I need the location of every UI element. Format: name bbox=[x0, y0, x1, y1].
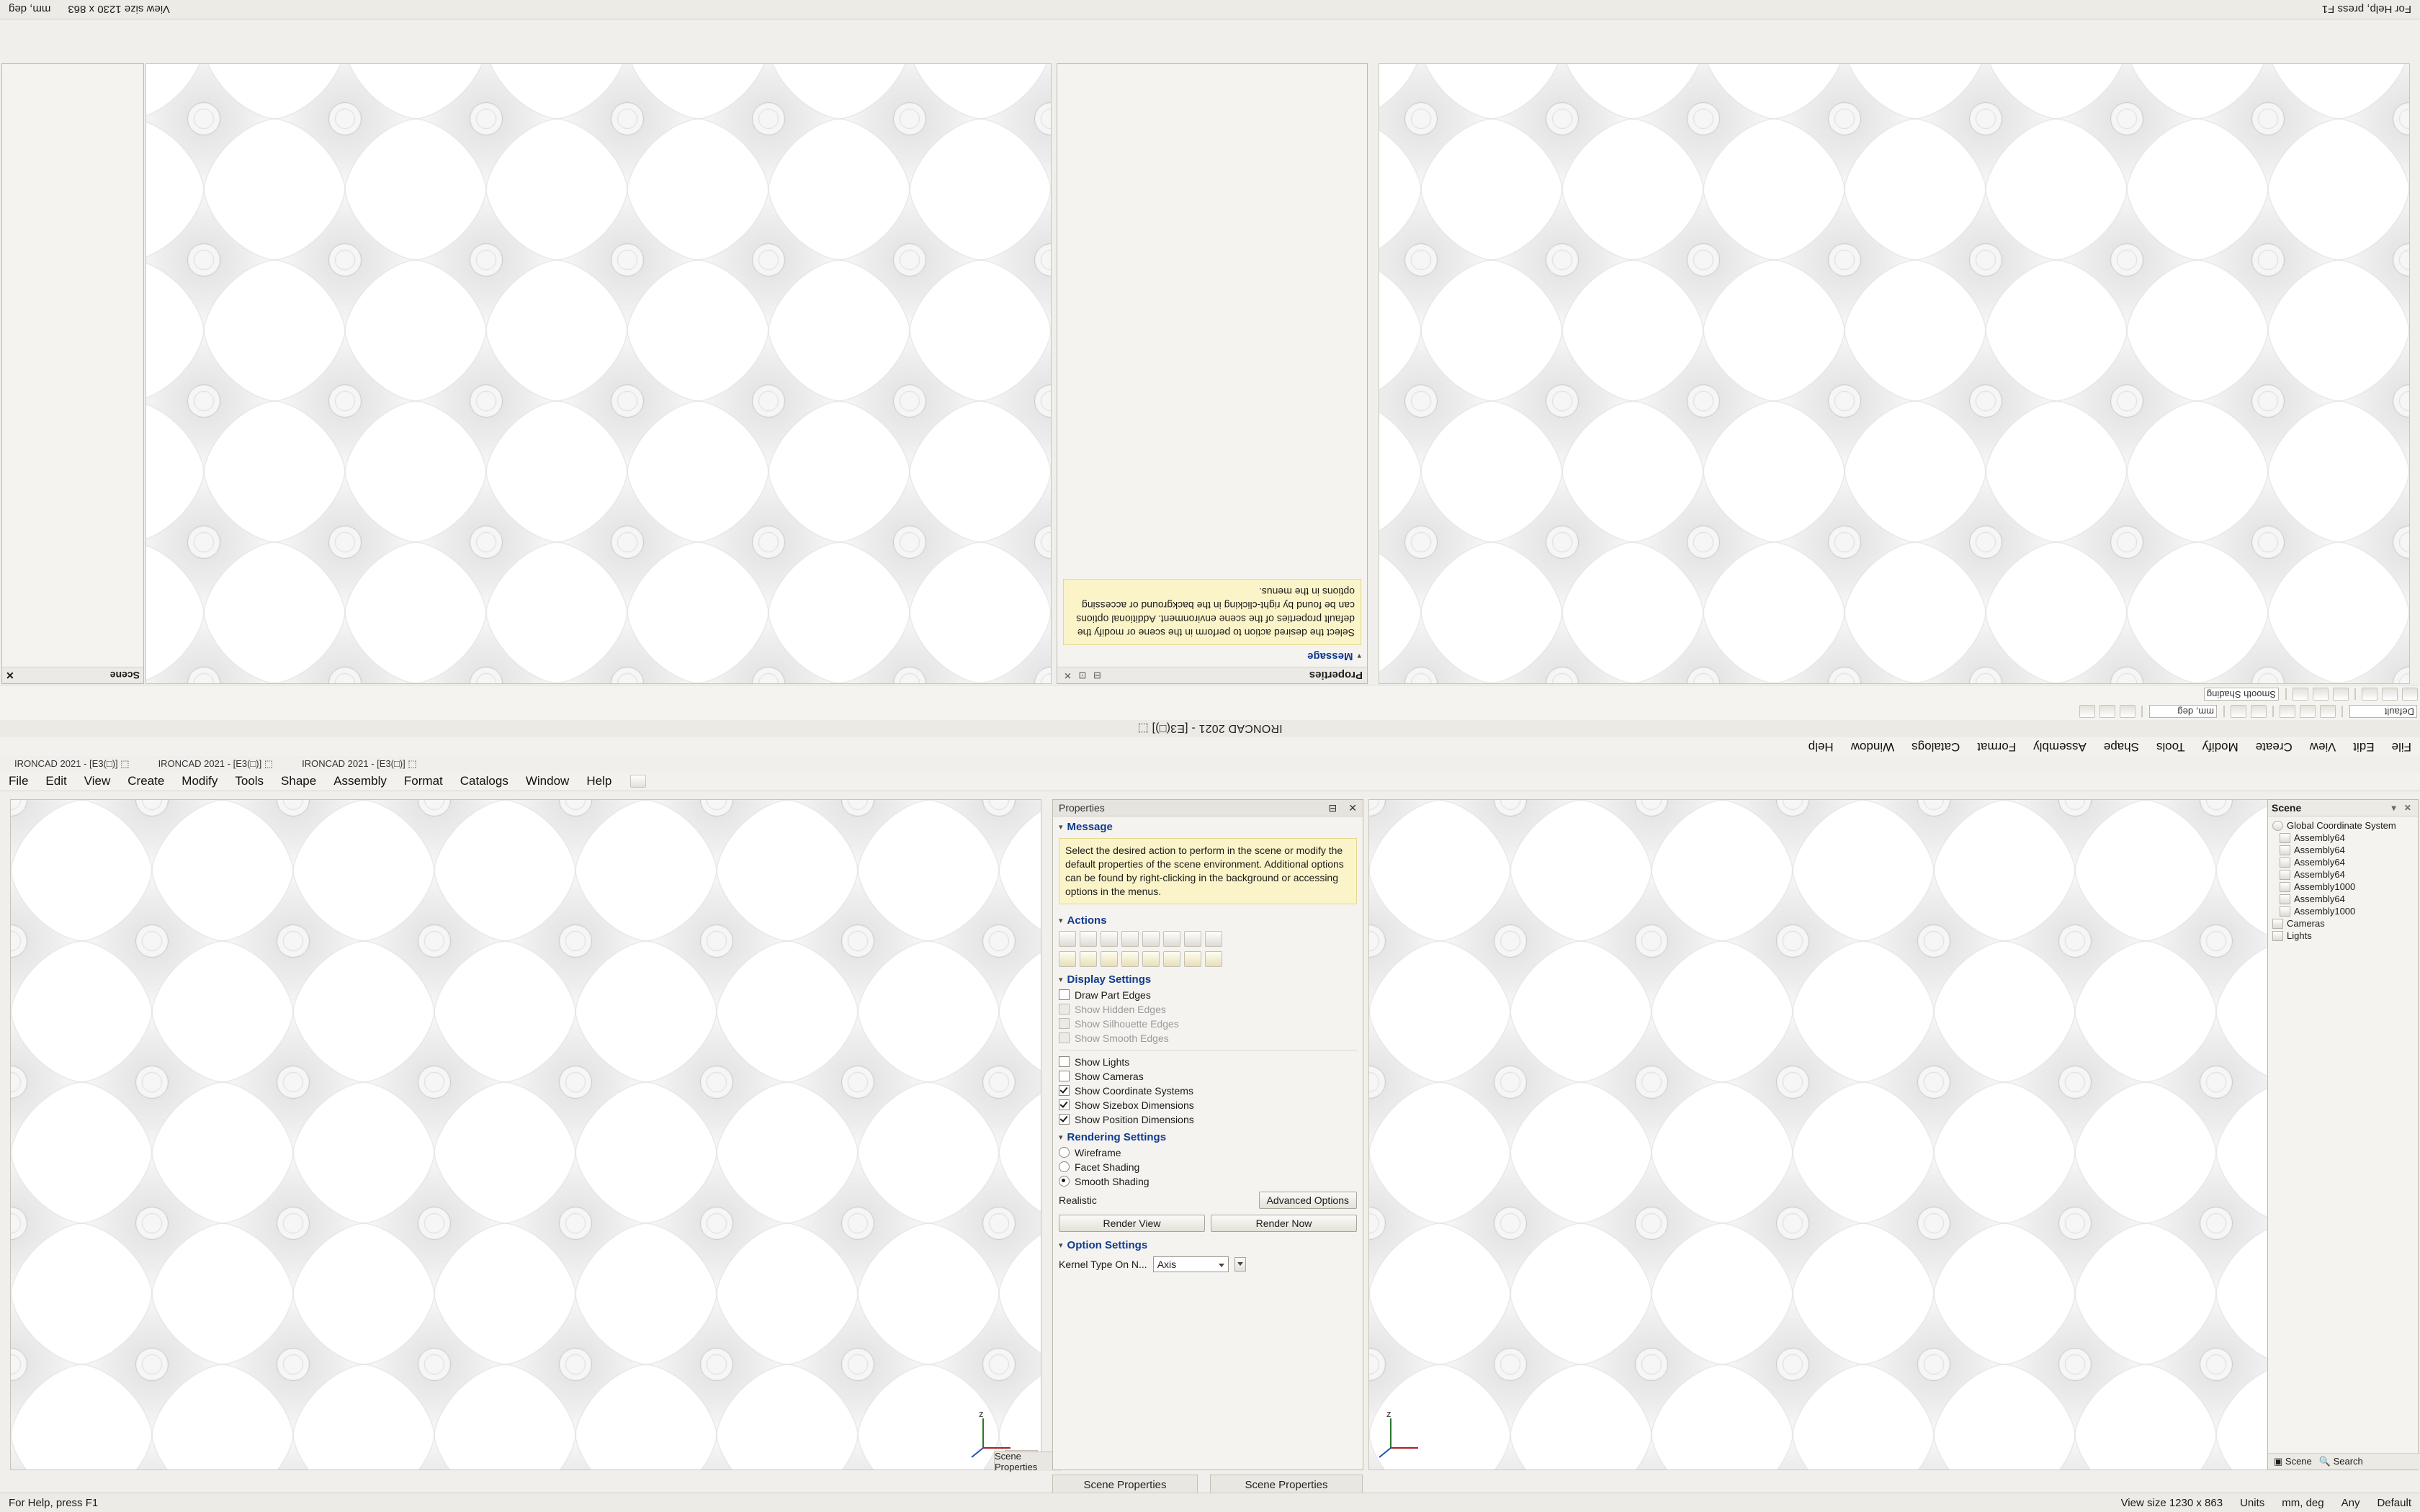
menu-item-edit[interactable]: Edit bbox=[2353, 740, 2375, 754]
axis-label-z: z bbox=[979, 1408, 984, 1419]
main-window bbox=[0, 756, 2420, 1512]
menu-item-window[interactable]: Window bbox=[525, 774, 570, 788]
toolbar-separator bbox=[2341, 706, 2343, 717]
cylinder-shape-icon[interactable] bbox=[2382, 688, 2398, 701]
chevron-down-icon[interactable]: ▾ bbox=[1059, 916, 1063, 925]
window-title: IRONCAD 2021 - [E3(□)] ⬚ bbox=[1137, 722, 1283, 734]
checkbox-show-sizebox-dimensions[interactable] bbox=[1059, 1099, 1070, 1110]
menu-item-view[interactable]: View bbox=[2309, 740, 2336, 754]
action-print-icon[interactable] bbox=[1184, 951, 1201, 967]
model-render-left bbox=[11, 800, 1041, 1470]
toolbar-separator bbox=[2141, 706, 2143, 717]
viewport-right[interactable] bbox=[1368, 799, 2275, 1470]
menu-item-shape[interactable]: Shape bbox=[281, 774, 317, 788]
menu-item-create[interactable]: Create bbox=[127, 774, 165, 788]
render-mode-combo[interactable]: Smooth Shading bbox=[2204, 688, 2279, 701]
menu-item-create[interactable]: Create bbox=[2255, 740, 2293, 754]
menu-item-file[interactable]: File bbox=[2391, 740, 2411, 754]
box-shape-icon[interactable] bbox=[2402, 688, 2418, 701]
menu-item-modify[interactable]: Modify bbox=[182, 774, 218, 788]
scene-tree-header bbox=[2268, 800, 2418, 816]
tab-properties[interactable]: Properties bbox=[1059, 802, 1105, 814]
tree-item-lights[interactable] bbox=[2269, 930, 2416, 942]
menu-item-catalogs[interactable]: Catalogs bbox=[460, 774, 508, 788]
scene-tree-tab-row[interactable] bbox=[2268, 1453, 2420, 1470]
tree-label-0: Global Coordinate System bbox=[2287, 820, 2396, 831]
message-text-copy: Select the desired action to perform in the scene or modify the default properties of the scene environment. Additional options can be found by right-clicking in the background or accessing options in the menus. bbox=[1063, 579, 1361, 645]
kernel-type-select[interactable]: Axis bbox=[1153, 1256, 1229, 1272]
model-render-right bbox=[1369, 800, 2274, 1470]
kernel-type-row[interactable] bbox=[1053, 1254, 1363, 1275]
menu-item-tools[interactable]: Tools bbox=[235, 774, 264, 788]
redo-icon[interactable] bbox=[2231, 705, 2246, 718]
actions-section-header[interactable] bbox=[1053, 910, 1363, 929]
rendering-settings-header[interactable] bbox=[1053, 1127, 1363, 1146]
light-icon bbox=[2272, 931, 2283, 941]
toolbar-separator bbox=[2285, 688, 2287, 700]
assembly-icon bbox=[2280, 858, 2290, 868]
status-units-copy: mm, deg bbox=[9, 3, 51, 16]
render-option-wireframe[interactable] bbox=[1053, 1146, 1363, 1160]
save-icon[interactable] bbox=[2280, 705, 2295, 718]
actions-header-label: Actions bbox=[1067, 914, 1107, 927]
tree-label-1: Assembly64 bbox=[2294, 832, 2345, 843]
chevron-down-icon[interactable]: ▾ bbox=[1059, 1133, 1063, 1142]
document-tab-3[interactable]: IRONCAD 2021 - [E3(□)] ⬚ bbox=[302, 758, 417, 769]
label-wireframe: Wireframe bbox=[1075, 1146, 1121, 1158]
zoom-icon[interactable] bbox=[2120, 705, 2136, 718]
radio-wireframe[interactable] bbox=[1059, 1147, 1070, 1158]
actions-icon-row-1[interactable] bbox=[1053, 929, 1363, 949]
kernel-type-spinner[interactable] bbox=[1234, 1257, 1246, 1272]
scene-properties-tab-b-label: Scene Properties bbox=[1245, 1478, 1328, 1491]
action-texture-icon[interactable] bbox=[1080, 951, 1097, 967]
scene-properties-tab-left-label: Scene Properties bbox=[995, 1451, 1038, 1472]
option-settings-label: Option Settings bbox=[1067, 1238, 1148, 1251]
display-option-show-smooth-edges bbox=[1053, 1031, 1363, 1045]
undo-icon[interactable] bbox=[2251, 705, 2267, 718]
message-text: Select the desired action to perform in the scene or modify the default properties of the scene environment. Additional options can be found by right-clicking in the background or accessing options in the menus. bbox=[1059, 838, 1357, 904]
toolbar-separator bbox=[2354, 688, 2356, 700]
tree-label-8: Cameras bbox=[2287, 918, 2325, 929]
menu-item-window[interactable]: Window bbox=[1850, 740, 1895, 754]
tree-item-assembly-4[interactable] bbox=[2269, 868, 2416, 881]
chevron-down-icon[interactable]: ▾ bbox=[1059, 975, 1063, 984]
action-fog-icon[interactable] bbox=[1142, 931, 1160, 947]
status-bar-copy bbox=[0, 0, 2420, 19]
label-smooth-shading: Smooth Shading bbox=[1075, 1175, 1150, 1187]
properties-close-icon[interactable]: ✕ bbox=[1348, 801, 1357, 814]
action-export-icon[interactable] bbox=[1142, 951, 1160, 967]
chevron-down-icon[interactable]: ▾ bbox=[1059, 823, 1063, 832]
status-units-label: Units bbox=[2240, 1496, 2265, 1509]
help-search-icon[interactable] bbox=[630, 775, 646, 788]
toolbar-row-1[interactable] bbox=[0, 702, 2420, 720]
rendering-settings-label: Rendering Settings bbox=[1067, 1130, 1167, 1143]
tree-item-assembly-1[interactable] bbox=[2269, 832, 2416, 844]
menu-item-shape[interactable]: Shape bbox=[2103, 740, 2139, 754]
label-show-coordinate-systems: Show Coordinate Systems bbox=[1075, 1084, 1193, 1097]
status-view-size: View size 1230 x 863 bbox=[2120, 1496, 2223, 1509]
option-settings-header[interactable] bbox=[1053, 1235, 1363, 1254]
camera-icon bbox=[2272, 919, 2283, 929]
chevron-down-icon[interactable]: ▾ bbox=[1059, 1241, 1063, 1250]
properties-minimize-icon[interactable]: ⊟ bbox=[1328, 801, 1337, 814]
menu-item-help[interactable]: Help bbox=[586, 774, 612, 788]
radio-facet-shading[interactable] bbox=[1059, 1161, 1070, 1172]
tree-label-4: Assembly64 bbox=[2294, 869, 2345, 880]
action-import-icon[interactable] bbox=[1163, 951, 1180, 967]
tree-label-5: Assembly1000 bbox=[2294, 881, 2356, 892]
properties-title-row-copy bbox=[1057, 667, 1367, 683]
model-render-left-copy bbox=[1379, 64, 2409, 683]
status-viewsize-copy: View size 1230 x 863 bbox=[68, 3, 170, 16]
advanced-options-button[interactable]: Advanced Options bbox=[1259, 1192, 1357, 1209]
display-option-show-sizebox-dimensions[interactable] bbox=[1053, 1098, 1363, 1112]
tree-label-2: Assembly64 bbox=[2294, 845, 2345, 855]
scene-tree-controls[interactable]: ▾ ✕ bbox=[2391, 803, 2414, 813]
display-option-show-hidden-edges bbox=[1053, 1002, 1363, 1017]
scene-properties-tab-left[interactable] bbox=[994, 1452, 1060, 1471]
scene-tree-title-copy: Scene bbox=[109, 670, 140, 681]
units-combo[interactable]: mm, deg bbox=[2149, 705, 2217, 718]
window-title-bar bbox=[0, 720, 2420, 737]
label-show-smooth-edges: Show Smooth Edges bbox=[1075, 1032, 1169, 1044]
label-facet-shading: Facet Shading bbox=[1075, 1161, 1140, 1173]
menu-item-format[interactable]: Format bbox=[1977, 740, 2017, 754]
scene-tree-panel-copy[interactable] bbox=[1, 63, 144, 684]
document-tab-2[interactable]: IRONCAD 2021 - [E3(□)] ⬚ bbox=[158, 758, 274, 769]
checkbox-show-hidden-edges bbox=[1059, 1004, 1070, 1014]
scene-tree-title: Scene bbox=[2272, 802, 2302, 814]
menu-bar[interactable] bbox=[0, 737, 2420, 756]
message-header-label: Message bbox=[1067, 821, 1113, 833]
chevron-down-icon[interactable]: ▾ bbox=[1357, 652, 1361, 660]
display-option-show-cameras[interactable] bbox=[1053, 1069, 1363, 1084]
assembly-icon bbox=[2280, 845, 2290, 855]
checkbox-show-cameras[interactable] bbox=[1059, 1071, 1070, 1081]
toolbar-row-2[interactable] bbox=[0, 685, 2420, 703]
action-snap-icon[interactable] bbox=[1205, 931, 1222, 947]
menu-item-tools[interactable]: Tools bbox=[2156, 740, 2185, 754]
tree-label-9: Lights bbox=[2287, 930, 2312, 941]
action-camera-icon[interactable] bbox=[1080, 931, 1097, 947]
pan-icon[interactable] bbox=[2099, 705, 2115, 718]
label-draw-part-edges: Draw Part Edges bbox=[1075, 989, 1151, 1001]
message-section-header[interactable] bbox=[1053, 816, 1363, 835]
checkbox-show-coordinate-systems[interactable] bbox=[1059, 1085, 1070, 1096]
tree-item-assembly-7[interactable] bbox=[2269, 905, 2416, 917]
action-units-icon[interactable] bbox=[1184, 931, 1201, 947]
properties-panel[interactable] bbox=[1052, 799, 1363, 1470]
status-help: For Help, press F1 bbox=[9, 1496, 99, 1509]
render-now-row[interactable] bbox=[1053, 1212, 1363, 1235]
action-scene-icon[interactable] bbox=[1059, 931, 1076, 947]
assembly-icon bbox=[2280, 882, 2290, 892]
tree-item-assembly-3[interactable] bbox=[2269, 856, 2416, 868]
tree-item-global-cs[interactable] bbox=[2269, 819, 2416, 832]
label-show-hidden-edges: Show Hidden Edges bbox=[1075, 1003, 1166, 1015]
status-bar bbox=[0, 1493, 2420, 1512]
action-settings-icon[interactable] bbox=[1205, 951, 1222, 967]
menu-item-view[interactable]: View bbox=[84, 774, 111, 788]
display-option-show-silhouette-edges bbox=[1053, 1017, 1363, 1031]
scene-properties-tab-a[interactable] bbox=[1052, 1475, 1198, 1494]
action-material-icon[interactable] bbox=[1059, 951, 1076, 967]
display-option-show-coordinate-systems[interactable] bbox=[1053, 1084, 1363, 1098]
scene-tree-panel[interactable] bbox=[2267, 799, 2419, 1470]
assembly-icon bbox=[2280, 906, 2290, 917]
checkbox-show-silhouette-edges bbox=[1059, 1018, 1070, 1029]
revolve-icon[interactable] bbox=[2313, 688, 2329, 701]
open-icon[interactable] bbox=[2300, 705, 2316, 718]
coordinate-system-icon bbox=[2272, 821, 2283, 831]
kernel-type-label: Kernel Type On N... bbox=[1059, 1258, 1147, 1270]
checkbox-draw-part-edges[interactable] bbox=[1059, 989, 1070, 1000]
axis-triad-right bbox=[1376, 1408, 1427, 1459]
tree-item-assembly-6[interactable] bbox=[2269, 893, 2416, 905]
properties-window-controls-copy[interactable]: ⊟ ⊡ ✕ bbox=[1062, 670, 1101, 681]
tree-label-3: Assembly64 bbox=[2294, 857, 2345, 868]
menu-item-format[interactable]: Format bbox=[403, 774, 443, 788]
menu-item-assembly[interactable]: Assembly bbox=[2033, 740, 2087, 754]
checkbox-show-lights[interactable] bbox=[1059, 1056, 1070, 1067]
axis-triad-left-copy bbox=[1390, 620, 1440, 670]
axis-label-z-right: z bbox=[1386, 1408, 1392, 1419]
menu-item-catalogs[interactable]: Catalogs bbox=[1912, 740, 1960, 754]
label-show-sizebox-dimensions: Show Sizebox Dimensions bbox=[1075, 1099, 1194, 1111]
action-background-icon[interactable] bbox=[1121, 931, 1139, 947]
sweep-icon[interactable] bbox=[2293, 688, 2308, 701]
checkbox-show-position-dimensions[interactable] bbox=[1059, 1114, 1070, 1125]
display-settings-label: Display Settings bbox=[1067, 973, 1152, 986]
extrude-icon[interactable] bbox=[2333, 688, 2349, 701]
app-window bbox=[0, 756, 2420, 1512]
actions-icon-row-2[interactable] bbox=[1053, 949, 1363, 969]
display-option-show-position-dimensions[interactable] bbox=[1053, 1112, 1363, 1127]
orbit-icon[interactable] bbox=[2079, 705, 2095, 718]
menu-item-file[interactable]: File bbox=[9, 774, 29, 788]
scene-tree-header-copy bbox=[2, 667, 143, 683]
properties-panel-copy[interactable] bbox=[1057, 63, 1368, 684]
label-show-position-dimensions: Show Position Dimensions bbox=[1075, 1113, 1194, 1125]
display-option-show-lights[interactable] bbox=[1053, 1055, 1363, 1069]
sphere-shape-icon[interactable] bbox=[2362, 688, 2378, 701]
document-tab-strip[interactable] bbox=[0, 756, 2420, 772]
tree-label-6: Assembly64 bbox=[2294, 894, 2345, 904]
label-show-cameras: Show Cameras bbox=[1075, 1070, 1144, 1082]
tree-item-assembly-2[interactable] bbox=[2269, 844, 2416, 856]
properties-tab-row[interactable] bbox=[1053, 800, 1363, 816]
render-now-button[interactable]: Render Now bbox=[1211, 1215, 1357, 1232]
viewport-left-copy[interactable] bbox=[1379, 63, 2410, 684]
rendering-quality-row[interactable] bbox=[1053, 1189, 1363, 1212]
render-quality-label: Realistic bbox=[1059, 1194, 1097, 1206]
tab-scene[interactable]: ▣ Scene bbox=[2274, 1456, 2312, 1467]
style-combo[interactable]: Default bbox=[2349, 705, 2417, 718]
label-show-silhouette-edges: Show Silhouette Edges bbox=[1075, 1017, 1179, 1030]
display-option-draw-part-edges[interactable] bbox=[1053, 988, 1363, 1002]
message-header-label-copy: Message bbox=[1307, 650, 1353, 662]
menu-item-edit[interactable]: Edit bbox=[45, 774, 67, 788]
assembly-icon bbox=[2280, 894, 2290, 904]
assembly-icon bbox=[2280, 870, 2290, 880]
document-tab-1[interactable]: IRONCAD 2021 - [E3(□)] ⬚ bbox=[14, 758, 130, 769]
menu-item-assembly[interactable]: Assembly bbox=[333, 774, 387, 788]
assembly-icon bbox=[2280, 833, 2290, 843]
tab-search[interactable]: 🔍 Search bbox=[2318, 1456, 2363, 1467]
render-option-facet-shading[interactable] bbox=[1053, 1160, 1363, 1174]
scene-tree-close-icon[interactable]: ✕ bbox=[6, 670, 14, 682]
toolbar-separator bbox=[2223, 706, 2225, 717]
tree-label-7: Assembly1000 bbox=[2294, 906, 2356, 917]
viewport-left[interactable] bbox=[10, 799, 1041, 1470]
status-help-copy: For Help, press F1 bbox=[2321, 3, 2411, 16]
radio-smooth-shading[interactable] bbox=[1059, 1176, 1070, 1187]
tree-item-assembly-5[interactable] bbox=[2269, 881, 2416, 893]
new-icon[interactable] bbox=[2320, 705, 2336, 718]
action-grid-icon[interactable] bbox=[1163, 931, 1180, 947]
menu-bar-main[interactable] bbox=[0, 772, 2420, 791]
status-units-value: mm, deg bbox=[2282, 1496, 2324, 1509]
menu-item-modify[interactable]: Modify bbox=[2202, 740, 2238, 754]
model-render-right-copy bbox=[146, 64, 1051, 683]
action-animate-icon[interactable] bbox=[1121, 951, 1139, 967]
message-section-header-copy[interactable] bbox=[1057, 648, 1367, 667]
checkbox-show-smooth-edges bbox=[1059, 1032, 1070, 1043]
action-light-icon[interactable] bbox=[1101, 931, 1118, 947]
viewport-right-copy[interactable] bbox=[145, 63, 1052, 684]
render-option-smooth-shading[interactable] bbox=[1053, 1174, 1363, 1189]
properties-title-copy: Properties bbox=[1309, 669, 1363, 682]
menu-item-help[interactable]: Help bbox=[1808, 740, 1834, 754]
scene-properties-tab-b[interactable] bbox=[1210, 1475, 1363, 1494]
toolbar-separator bbox=[2272, 706, 2274, 717]
render-view-button[interactable]: Render View bbox=[1059, 1215, 1205, 1232]
status-mode: Default bbox=[2377, 1496, 2411, 1509]
tree-item-cameras[interactable] bbox=[2269, 917, 2416, 930]
status-any: Any bbox=[2341, 1496, 2360, 1509]
label-show-lights: Show Lights bbox=[1075, 1056, 1130, 1068]
display-settings-header[interactable] bbox=[1053, 969, 1363, 988]
action-render-icon[interactable] bbox=[1101, 951, 1118, 967]
scene-properties-tab-a-label: Scene Properties bbox=[1083, 1478, 1167, 1491]
